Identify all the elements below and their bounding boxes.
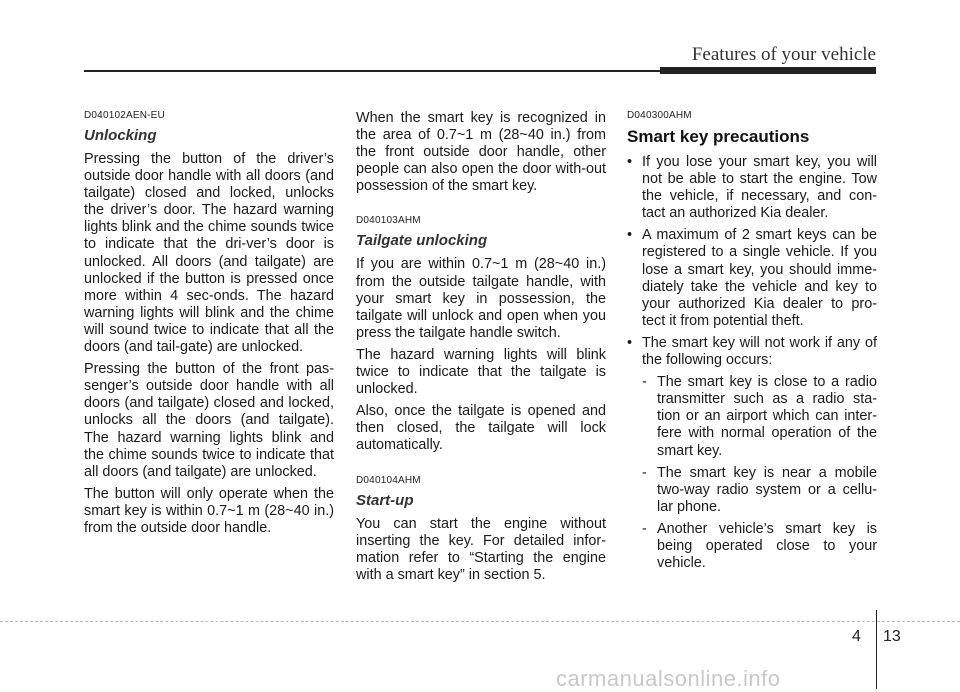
- list-item: [627, 335, 877, 369]
- footer-divider: [0, 621, 960, 622]
- bullet-list: [627, 154, 877, 369]
- bullet-icon: •: [627, 154, 633, 170]
- section-code: D040300AHM: [627, 110, 692, 121]
- paragraph: The button will only operate when the smart key is within 0.7~1 m (28~40 in.) from the outside door handle.: [84, 485, 334, 536]
- section-subheading: Start-up: [356, 491, 414, 509]
- chapter-number: 4: [852, 628, 861, 645]
- sub-list-item: [642, 521, 877, 572]
- sub-list-item-text: Another vehicle’s smart key is being operated close to your vehicle.: [657, 520, 877, 572]
- paragraph: Pressing the button of the front pas-senger’s outside door handle with all doors (and tailgate) closed and locked, unlocks all the doors (and tailgate). The hazard warning lights blink and the chime sounds twice to indicate that all doors (and tailgate) are unlocked.: [84, 361, 334, 480]
- paragraph: Also, once the tailgate is opened and then closed, the tailgate will lock automatically.: [356, 403, 606, 454]
- section-code: D040104AHM: [356, 474, 421, 486]
- watermark: carmanualsonline.info: [556, 666, 781, 691]
- paragraph: When the smart key is recognized in the area of 0.7~1 m (28~40 in.) from the front outside door handle, other people can also open the door with-out possession of the smart key.: [356, 110, 606, 195]
- list-item-text: The smart key will not work if any of the following occurs:: [642, 334, 877, 369]
- section-heading: Smart key precautions: [627, 127, 810, 146]
- section-subheading: Unlocking: [84, 127, 157, 144]
- page-header-title: Features of your vehicle: [691, 44, 876, 65]
- dash-icon: -: [642, 374, 647, 391]
- list-item: [627, 154, 877, 222]
- list-item: [627, 227, 877, 330]
- footer-page-separator: [876, 610, 877, 689]
- dash-icon: -: [642, 464, 647, 481]
- sub-list-item-text: The smart key is close to a radio transmitter such as a radio sta-tion or an airport which can inter-fere with normal operation of the smart key.: [657, 374, 877, 459]
- paragraph: The hazard warning lights will blink twice to indicate that the tailgate is unlocked.: [356, 346, 606, 398]
- list-item-text: A maximum of 2 smart keys can be registered to a single vehicle. If you lose a smart key, you should imme-diately take the vehicle and key to your authorized Kia dealer to pro-tect it from potential theft.: [642, 227, 877, 329]
- paragraph: You can start the engine without inserting the key. For detailed infor-mation refer to “Starting the engine with a smart key” in section 5.: [356, 515, 606, 583]
- paragraph: If you are within 0.7~1 m (28~40 in.) from the outside tailgate handle, with your smart key in possession, the tailgate will unlock and open when you press the tailgate handle switch.: [356, 256, 606, 341]
- column-right: [627, 110, 877, 577]
- section-code: D040103AHM: [356, 215, 421, 227]
- section-subheading: Tailgate unlocking: [356, 232, 488, 250]
- dash-icon: -: [642, 520, 647, 537]
- header-rule: [84, 70, 664, 72]
- list-item-text: If you lose your smart key, you will not be able to start the engine. Tow the vehicle, if necessary, and con-tact an authorized Kia dealer.: [642, 154, 877, 222]
- column-middle: [356, 110, 606, 589]
- page-number: 13: [883, 628, 901, 645]
- section-code: D040102AEN-EU: [84, 110, 165, 121]
- sub-list-item-text: The smart key is near a mobile two-way radio system or a cellu-lar phone.: [657, 464, 877, 515]
- bullet-icon: •: [627, 227, 633, 244]
- paragraph: Pressing the button of the driver’s outside door handle with all doors (and tailgate) closed and locked, unlocks the driver’s door. The hazard warning lights blink and the chime sounds twice to indicate that the dri-ver’s door is unlocked. All doors (and tailgate) are unlocked if the button is pressed once more within 4 sec-onds. The hazard warning lights will blink and the chime will sound twice to indicate that all the doors (and tail-gate) are unlocked.: [84, 151, 334, 356]
- header-rule-accent: [660, 67, 876, 74]
- bullet-icon: •: [627, 334, 633, 351]
- column-left: [84, 110, 334, 542]
- sub-list-item: [642, 374, 877, 459]
- sub-list-item: [642, 465, 877, 516]
